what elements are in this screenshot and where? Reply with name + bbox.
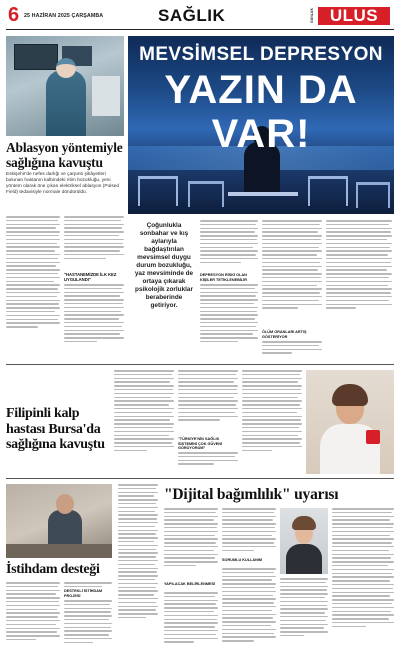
filipinli-photo (306, 370, 394, 474)
photo-accent (366, 430, 380, 444)
brand-logo-text: ULUS (329, 6, 379, 25)
filipinli-body-col-2 (178, 370, 238, 436)
photo-equipment (92, 76, 120, 116)
ablasyon-deck: Eskişehir'de nefes darlığı ve çarpıntı şikâyetleri bulunan hastanın kalbindeki ritim bozukluğu, yeni yöntem olarak öne çıkan elektriksel ablasyon (Pulsed Field) tedavisiyle normale döndürüldü. (6, 172, 120, 195)
ablasyon-body-col-2b (64, 284, 124, 356)
dijital-body-col-4 (332, 508, 394, 656)
depresyon-headline-1: MEVSİMSEL DEPRESYON (139, 44, 383, 65)
depresyon-pullquote: Çoğunlukla sonbahar ve kış aylarıyla bağdaştırılan mevsimsel duygu durum bozukluğu, yaz mevsiminde de ortaya çıkarak psikolojik zorluklar beraberinde getiriyor. (134, 222, 194, 309)
photo-doctor-hair (332, 384, 368, 406)
ablasyon-photo (6, 36, 124, 136)
istihdam-photo (6, 484, 112, 558)
filipinli-subhead: "TÜRKİYE'NİN SAĞLIK SİSTEMİNİ ÇOK GÜVENİ GÖRÜYORUM" (178, 437, 223, 451)
dijital-subhead-1: SORUMLU KULLANIM (222, 558, 263, 562)
ablasyon-subhead: "HASTANEMİZDE İLK KEZ UYGULANDI" (64, 272, 117, 282)
filipinli-body-col-2b (178, 452, 238, 474)
ablasyon-body-col-1 (6, 216, 60, 356)
dijital-photo (280, 508, 328, 574)
masthead-rule (6, 29, 394, 30)
filipinli-body-col-3 (242, 370, 302, 474)
masthead (0, 0, 400, 32)
photo-monitor (14, 44, 58, 70)
depresyon-body-col-2b (262, 341, 322, 361)
istihdam-body-col-1 (6, 582, 60, 658)
filipinli-body-col-1 (114, 370, 174, 470)
section-divider (6, 478, 394, 479)
depresyon-body-col-1 (200, 220, 258, 274)
dijital-body-col-1b (164, 592, 218, 656)
photo-worker-head (56, 494, 74, 514)
depresyon-subhead-1: DEPRESYON RİSKİ OLAN KİŞİLER TETİKLENEBİLİR (200, 273, 248, 282)
dijital-title: "Dijital bağımlılık" uyarısı (164, 486, 339, 503)
depresyon-photo (128, 36, 394, 214)
photo-chair (356, 182, 390, 208)
dijital-body-col-3 (280, 578, 328, 656)
depresyon-body-col-2 (262, 220, 322, 330)
depresyon-headline-2: YAZIN DA VAR! (164, 68, 358, 156)
dijital-body-col-1 (164, 508, 218, 580)
page-number: 6 (8, 4, 20, 26)
photo-table (228, 192, 298, 196)
section-divider (6, 364, 394, 365)
ablasyon-title: Ablasyon yöntemiyle sağlığına kavuştu (6, 140, 123, 170)
depresyon-subhead-2: ÖLÜM ORANLARI ARTIŞ GÖSTERİYOR (262, 330, 307, 339)
section-title: SAĞLIK (158, 6, 226, 25)
depresyon-body-col-1b (200, 284, 258, 356)
issue-date: 25 HAZİRAN 2025 ÇARŞAMBA (24, 13, 104, 19)
brand-logo (318, 7, 390, 25)
istihdam-subhead: DESTEKLİ İSTİHDAM PROJESİ (64, 589, 103, 598)
photo-chair (188, 181, 224, 207)
dijital-body-col-2b (222, 568, 276, 656)
brand-side-label: GÜNLÜK (310, 8, 314, 23)
istihdam-title: İstihdam desteği (6, 562, 100, 577)
photo-doctor (46, 70, 86, 136)
photo-desk (6, 544, 112, 558)
photo-person-hair (292, 516, 316, 530)
photo-person-coat (286, 544, 322, 574)
dijital-subhead-2: YAPILACAK BELİRLENMESİ (164, 582, 216, 586)
photo-doctor-head (56, 58, 76, 78)
photo-chair (308, 176, 348, 206)
ablasyon-body-col-2 (64, 216, 124, 272)
dijital-intro-col (118, 484, 158, 654)
dijital-body-col-2 (222, 508, 276, 556)
depresyon-body-col-3 (326, 220, 392, 330)
filipinli-title: Filipinli kalp hastası Bursa'da sağlığına kavuştu (6, 406, 105, 452)
photo-chair (138, 176, 178, 206)
istihdam-body-col-2b (64, 600, 112, 658)
